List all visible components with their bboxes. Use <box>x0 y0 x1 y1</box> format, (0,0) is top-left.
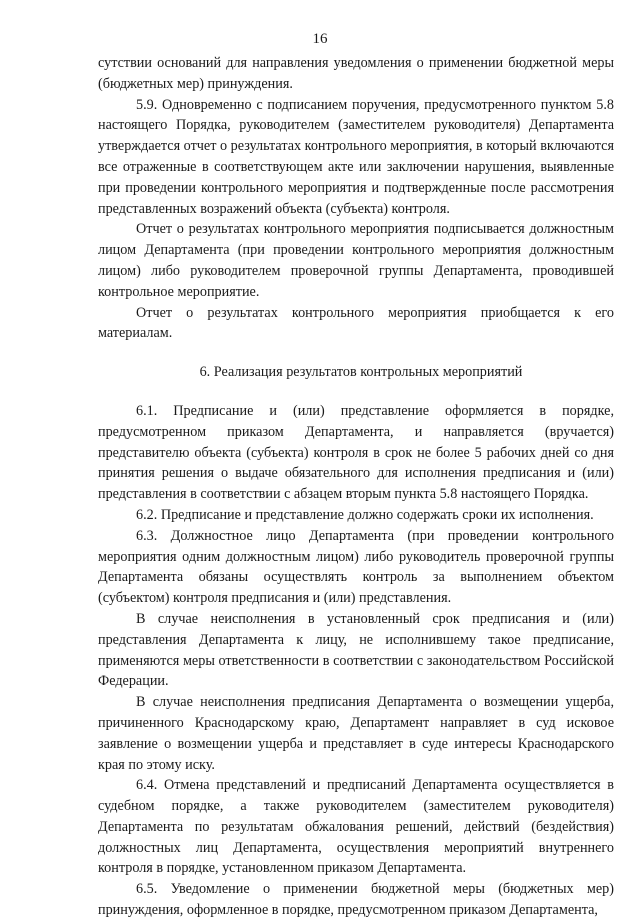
paragraph-6-3: 6.3. Должностное лицо Департамента (при проведении контрольного мероприятия одним должностным лицом) либо руководитель проверочной группы Департамента обязаны осуществлять контроль за выполнением объектом (субъектом) контроля предписания и (или) представления. <box>98 527 614 607</box>
paragraph-6-3-nonexecution: В случае неисполнения в установленный срок предписания и (или) представления Департамента к лицу, не исполнившему такое предписание, применяются меры ответственности в соответствии с законодательством Российской Федерации. <box>98 610 614 690</box>
paragraph-5-9: 5.9. Одновременно с подписанием поручения, предусмотренного пунктом 5.8 настоящего Порядка, руководителем (заместителем руководителя) Департамента утверждается отчет о результатах контрольного мероприятия, в который включаются все отраженные в соответствующем акте или заключении нарушения, выявленные при проведении контрольного мероприятия и подтвержденные после рассмотрения представленных возражений объекта (субъекта) контроля. <box>98 96 614 217</box>
paragraph-report-attached: Отчет о результатах контрольного мероприятия приобщается к его материалам. <box>98 304 614 342</box>
document-body <box>98 53 614 921</box>
paragraph-6-3-damage: В случае неисполнения предписания Департамента о возмещении ущерба, причиненного Краснодарскому краю, Департамент направляет в суд исковое заявление о возмещении ущерба и представляет в суде интересы Краснодарского края по этому иску. <box>98 694 614 773</box>
page-number: 16 <box>312 31 328 47</box>
paragraph-continuation: сутствии оснований для направления уведомления о применении бюджетной меры (бюджетных мер) принуждения. <box>98 55 614 92</box>
paragraph-6-4: 6.4. Отмена представлений и предписаний Департамента осуществляется в судебном порядке, а также руководителем (заместителем руководителя) Департамента по результатам обжалования решений, действий (бездействия) должностных лиц Департамента, осуществления мероприятий внутреннего контроля в порядке, установленном приказом Департамента. <box>98 777 614 877</box>
paragraph-6-5: 6.5. Уведомление о применении бюджетной меры (бюджетных мер) принуждения, оформленное в порядке, предусмотренном приказом Департамента, <box>98 881 614 919</box>
paragraph-6-2: 6.2. Предписание и представление должно содержать сроки их исполнения. <box>136 506 594 523</box>
paragraph-6-1: 6.1. Предписание и (или) представление оформляется в порядке, предусмотренном приказом Департамента, и направляется (вручается) представителю объекта (субъекта) контроля в срок не более 5 рабочих дней со дня принятия решения о выдаче обязательного для исполнения предписания и (или) представления в соответствии с абзацем вторым пункта 5.8 настоящего Порядка. <box>98 402 614 503</box>
paragraph-report-signing: Отчет о результатах контрольного мероприятия подписывается должностным лицом Департамента (при проведении контрольного мероприятия должностным лицом) либо руководителем проверочной группы Департамента, проводившей контрольное мероприятие. <box>98 221 614 300</box>
section-heading-6: 6. Реализация результатов контрольных мероприятий <box>199 364 523 381</box>
